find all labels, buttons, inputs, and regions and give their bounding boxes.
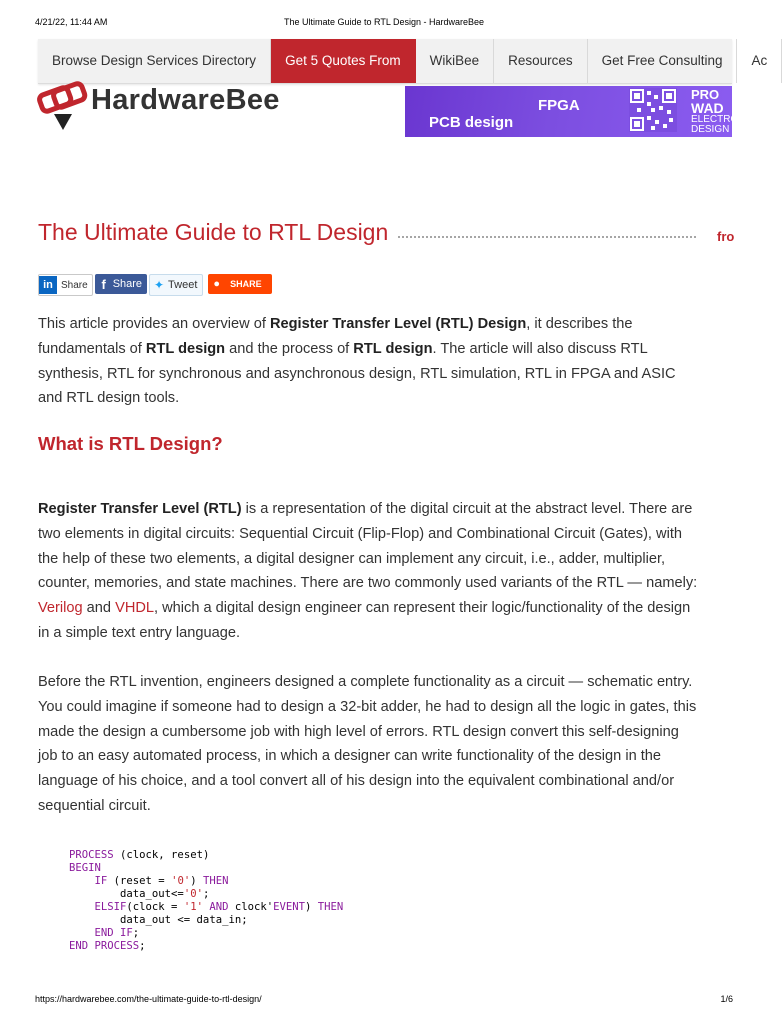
code-keyword: IF (69, 875, 108, 887)
code-keyword: EVENT (273, 901, 306, 913)
print-url: https://hardwarebee.com/the-ultimate-guide-to-rtl-design/ (35, 994, 262, 1004)
banner-fpga-text: FPGA (538, 97, 580, 114)
code-keyword: THEN (317, 901, 344, 913)
code-text: data_out <= data_in; (69, 914, 248, 926)
code-line (69, 927, 139, 939)
verilog-link[interactable]: Verilog (38, 600, 83, 617)
nav-item-wikibee[interactable]: WikiBee (416, 39, 495, 83)
facebook-icon: f (101, 276, 106, 292)
nav-item-resources[interactable]: Resources (494, 39, 588, 83)
nav-item-free-consulting[interactable]: Get Free Consulting (588, 39, 738, 83)
code-text: data_out<= (69, 888, 184, 900)
headline-row (38, 219, 735, 253)
code-text: ) (305, 901, 318, 913)
code-keyword: END PROCESS (69, 940, 140, 952)
vhdl-code-block (69, 849, 343, 953)
code-keyword: PROCESS (69, 849, 114, 861)
page-title: The Ultimate Guide to RTL Design (38, 219, 389, 245)
code-line (69, 901, 343, 913)
dotted-leader (397, 236, 697, 238)
code-keyword: AND (209, 901, 229, 913)
ad-banner[interactable] (405, 86, 739, 137)
nav-item-browse-directory[interactable]: Browse Design Services Directory (38, 39, 271, 83)
intro-bold: RTL design (353, 340, 433, 357)
code-line (69, 849, 209, 861)
site-logo[interactable] (38, 84, 308, 132)
code-line (69, 940, 146, 952)
print-date: 4/21/22, 11:44 AM (35, 17, 108, 27)
bee-logo-icon (38, 84, 88, 132)
banner-brand-line: WAD (691, 100, 724, 116)
code-text: (clock, reset) (113, 849, 210, 861)
code-line (69, 914, 248, 926)
print-page-number: 1/6 (720, 994, 733, 1004)
rtl-term-bold: Register Transfer Level (RTL) (38, 501, 242, 517)
rtl-history-paragraph: Before the RTL invention, engineers designed a complete functionality as a circuit — schematic entry. You could imagine if someone had to design a 32-bit adder, he had to design all the logic in gates, this made the design a cumbersome job with high level of errors. RTL design convert this self-designing job to an easy automated process, in which a designer can write functionality of the design in the language of his choice, and a tool convert all of his design into the equivalent combinational and/or sequential circuit. (38, 674, 697, 814)
nav-item-truncated[interactable]: Ac (737, 39, 782, 83)
twitter-bird-icon: ✦ (154, 278, 165, 292)
rtl-definition-paragraph (38, 497, 700, 646)
paragraph-text: and (82, 600, 116, 617)
reddit-share-button[interactable] (208, 274, 271, 294)
linkedin-icon: in (39, 276, 57, 294)
code-line (69, 888, 209, 900)
print-title: The Ultimate Guide to RTL Design - HardwareBee (283, 17, 485, 27)
nav-item-get-quotes[interactable]: Get 5 Quotes From (271, 39, 416, 83)
code-line (69, 862, 101, 874)
banner-brand (691, 88, 738, 135)
banner-brand-line: DESIGN (691, 124, 730, 135)
intro-text: , it describes the fundamentals of (38, 316, 633, 357)
code-text: ; (139, 940, 146, 952)
top-nav (38, 39, 768, 84)
banner-pcb-text: PCB design (429, 114, 514, 131)
qr-code-icon (629, 88, 677, 132)
code-text: clock' (228, 901, 274, 913)
code-string: '0' (183, 888, 203, 900)
code-text: ; (202, 888, 210, 900)
reddit-share-label: SHARE (230, 279, 262, 289)
code-string: '1' (183, 901, 203, 913)
linkedin-share-button[interactable] (38, 274, 93, 296)
linkedin-share-label: Share (61, 279, 88, 291)
print-header (0, 17, 768, 31)
facebook-share-button[interactable] (95, 274, 147, 294)
code-text: (reset = (107, 875, 172, 887)
reddit-alien-icon: ● (213, 278, 221, 290)
intro-text: and the process of (225, 340, 354, 357)
paragraph-text: , which a digital design engineer can represent their logic/functionality of the design in a simple text entry language. (38, 600, 691, 641)
code-line (69, 875, 228, 887)
intro-bold: Register Transfer Level (RTL) Design (269, 316, 527, 332)
banner-brand-line: PRO (691, 87, 720, 102)
code-keyword: THEN (202, 875, 229, 887)
code-text: ; (132, 927, 140, 939)
facebook-share-label: Share (112, 278, 143, 290)
code-keyword: BEGIN (69, 862, 101, 874)
intro-text: . The article will also discuss RTL synthesis, RTL for synchronous and asynchronous design, RTL simulation, RTL in FPGA and ASIC and RTL design tools. (38, 340, 676, 407)
code-text: (clock = (126, 901, 184, 913)
vhdl-link[interactable]: VHDL (115, 600, 155, 617)
code-text: ) (190, 875, 203, 887)
intro-bold: RTL design (145, 340, 226, 357)
code-keyword: END IF (69, 927, 133, 939)
section-heading: What is RTL Design? (38, 433, 223, 454)
paragraph-text: is a representation of the digital circuit at the abstract level. There are two elements in digital circuits: Sequential Circuit (Flip-Flop) and Combinational Circuit (Gates), with the help of these two elements, a digital designer can implement any circuit, i.e., adder, multiplier, counter, memories, and state machines. There are two commonly used variants of the RTL — namely: (38, 501, 698, 592)
code-keyword: ELSIF (69, 901, 127, 913)
twitter-tweet-button[interactable] (149, 274, 203, 296)
intro-paragraph (38, 312, 700, 411)
twitter-tweet-label: Tweet (168, 279, 198, 291)
intro-text: This article provides an overview of (38, 316, 270, 332)
logo-wordmark: HardwareBee (91, 84, 280, 116)
side-widget-label: fro (717, 229, 735, 244)
share-bar (38, 274, 272, 294)
code-string: '0' (171, 875, 191, 887)
banner-brand-line: ELECTRO (691, 114, 739, 125)
